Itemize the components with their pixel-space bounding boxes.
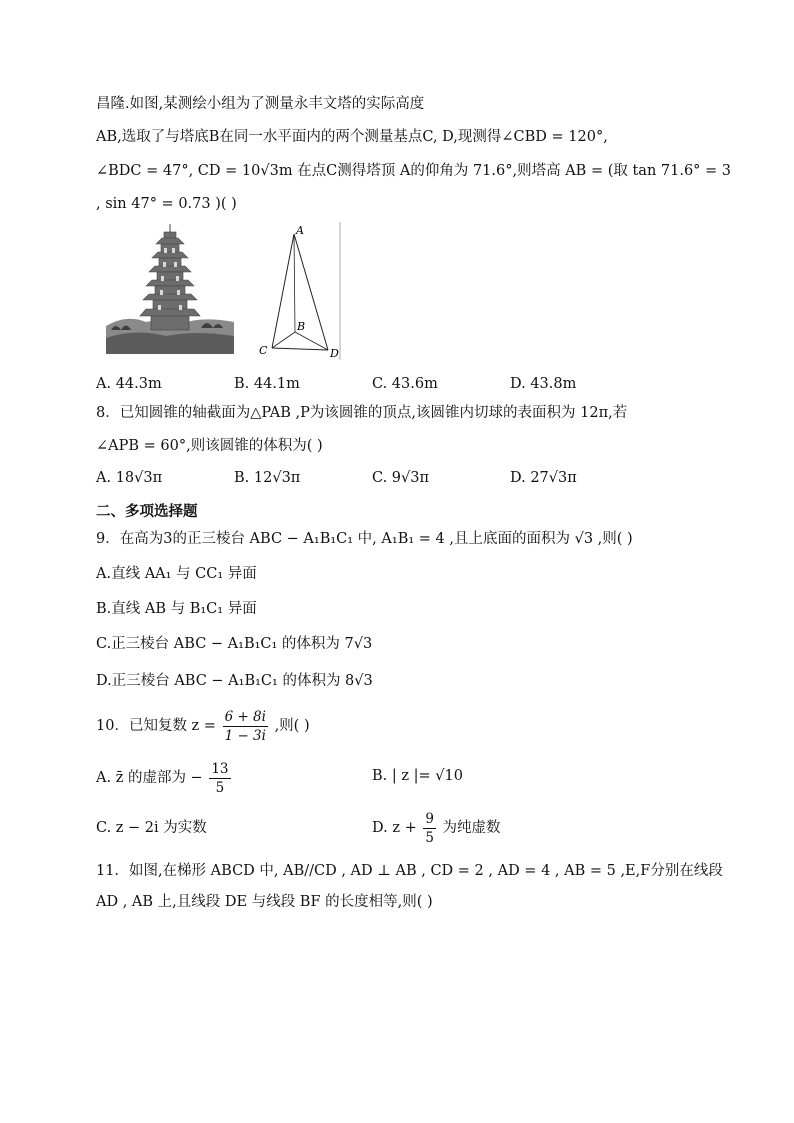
- q10-option-c: C. z − 2i 为实数: [96, 820, 207, 836]
- q7-line-4: , sin 47° = 0.73 )( ): [96, 196, 237, 212]
- label-b: B: [297, 320, 306, 333]
- q8-line-1: 8．已知圆锥的轴截面为△PAB ,P为该圆锥的顶点,该圆锥内切球的表面积为 12π,若: [96, 405, 628, 421]
- q10-stem: [96, 706, 310, 746]
- q10-frac-den: 1 − 3i: [224, 727, 266, 744]
- q11-line-2: AD , AB 上,且线段 DE 与线段 BF 的长度相等,则( ): [96, 894, 433, 910]
- q7-line-1: 昌隆.如图,某测绘小组为了测量永丰文塔的实际高度: [96, 96, 425, 112]
- q9-option-a: A.直线 AA₁ 与 CC₁ 异面: [96, 566, 257, 582]
- label-c: C: [259, 344, 268, 357]
- q10-option-d: [372, 808, 501, 848]
- q10-opt-d-fraction: [423, 810, 436, 847]
- q7-line-2: AB,选取了与塔底B在同一水平面内的两个测量基点C, D,现测得∠CBD = 120°,: [96, 129, 608, 145]
- q9-line-1: 9．在高为3的正三棱台 ABC − A₁B₁C₁ 中, A₁B₁ = 4 ,且上底面的面积为 √3 ,则( ): [96, 531, 633, 547]
- q9-option-b: B.直线 AB 与 B₁C₁ 异面: [96, 601, 257, 617]
- q10-fraction: [223, 708, 268, 745]
- q7-option-a: A. 44.3m: [96, 376, 162, 392]
- label-a: A: [296, 224, 304, 237]
- q8-option-a: A. 18√3π: [96, 470, 163, 486]
- q10-opt-a-den: 5: [215, 779, 225, 796]
- q10-opt-a-num: 13: [211, 760, 229, 777]
- q7-line-3: ∠BDC = 47°, CD = 10√3m 在点C测得塔顶 A的仰角为 71.6°,则塔高 AB = (取 tan 71.6° = 3: [96, 163, 732, 179]
- q7-option-c: C. 43.6m: [372, 376, 438, 392]
- q8-option-d: D. 27√3π: [510, 470, 577, 486]
- q9-option-d: D.正三棱台 ABC − A₁B₁C₁ 的体积为 8√3: [96, 673, 373, 689]
- q11-line-1: 11．如图,在梯形 ABCD 中, AB//CD , AD ⊥ AB , CD = 2 , AD = 4 , AB = 5 ,E,F分别在线段: [96, 863, 723, 879]
- q8-line-2: ∠APB = 60°,则该圆锥的体积为( ): [96, 438, 323, 454]
- q10-opt-a-fraction: [209, 760, 230, 797]
- tower-photo: [106, 222, 234, 354]
- section-heading: 二、多项选择题: [96, 504, 198, 520]
- q10-intro: 10．已知复数 z =: [96, 718, 216, 734]
- q10-opt-d-den: 5: [425, 829, 434, 846]
- q8-option-b: B. 12√3π: [234, 470, 301, 486]
- q9-option-c: C.正三棱台 ABC − A₁B₁C₁ 的体积为 7√3: [96, 636, 373, 652]
- q10-frac-num: 6 + 8i: [224, 708, 266, 725]
- q8-option-c: C. 9√3π: [372, 470, 430, 486]
- q7-option-d: D. 43.8m: [510, 376, 577, 392]
- pyramid-figure: [252, 220, 352, 362]
- q10-opt-a-text: A. z̄ 的虚部为 −: [96, 770, 203, 786]
- label-d: D: [330, 347, 339, 360]
- q10-opt-d-post: 为纯虚数: [442, 820, 501, 836]
- q10-opt-d-pre: D. z +: [372, 820, 417, 836]
- q10-opt-d-num: 9: [425, 810, 434, 827]
- q10-option-a: [96, 758, 233, 798]
- q10-tail: ,则( ): [274, 718, 310, 734]
- q10-option-b: B. | z |= √10: [372, 768, 463, 784]
- q7-option-b: B. 44.1m: [234, 376, 300, 392]
